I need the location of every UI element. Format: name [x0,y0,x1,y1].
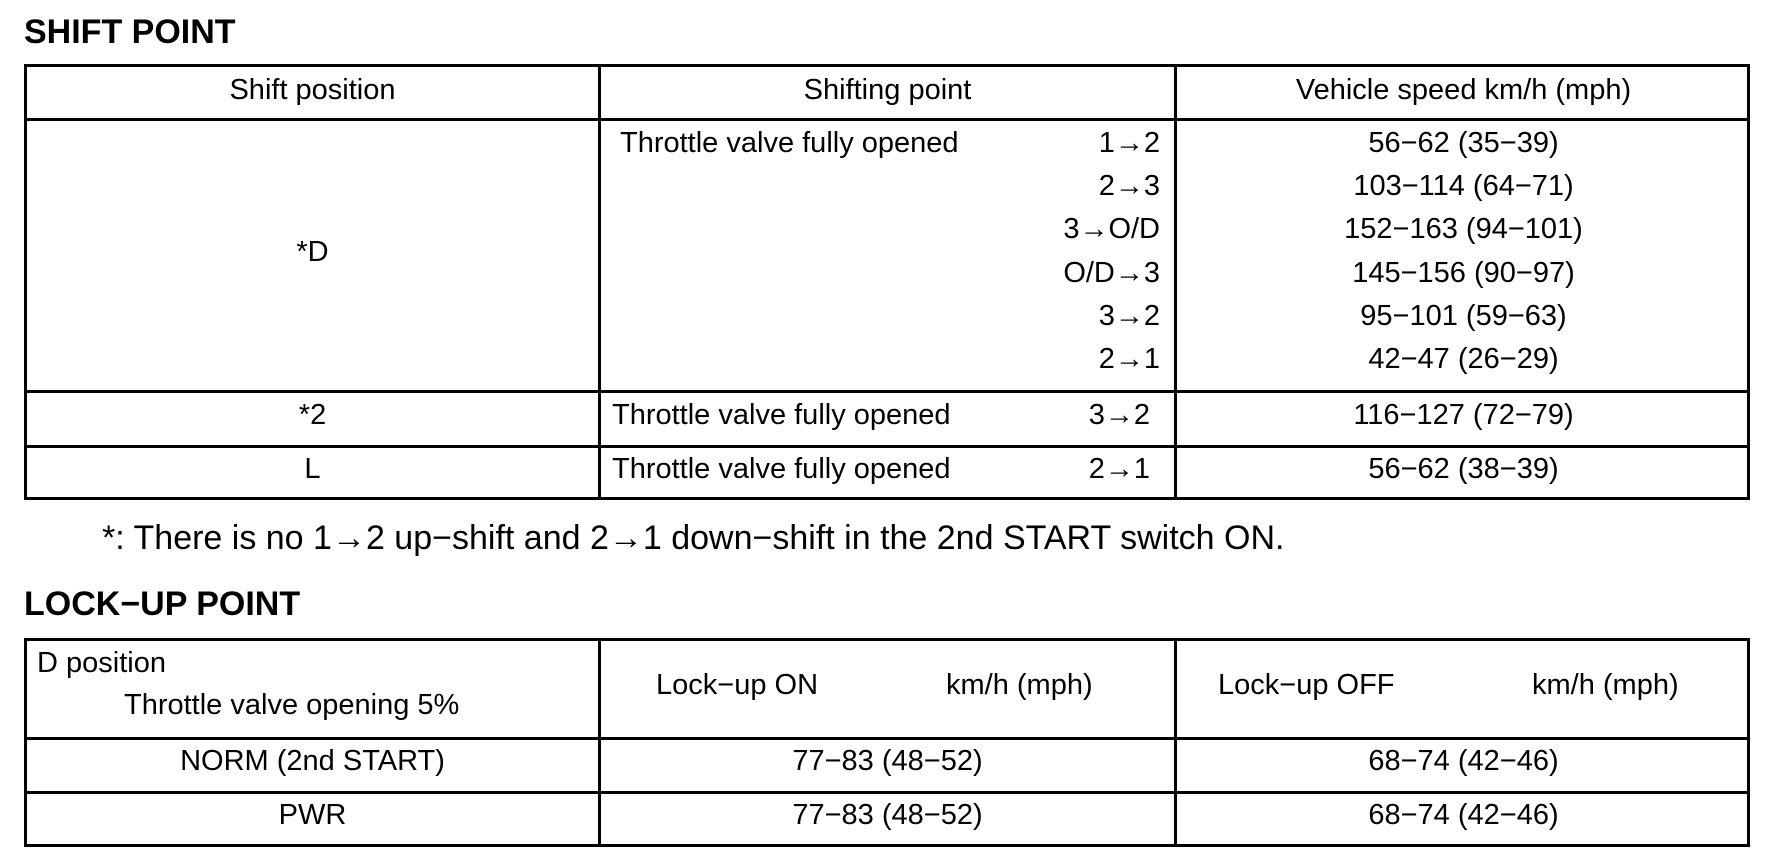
shift-footnote: *: There is no 1→2 up−shift and 2→1 down−shift in the 2nd START switch ON. [102,519,1285,557]
lockup-header-throttle: Throttle valve opening 5% [124,689,460,721]
lockup-off-speed: 68−74 (42−46) [1368,799,1559,831]
lockup-header-off: Lock−up OFF [1218,669,1395,701]
shift-step: 2→1 [1098,343,1160,375]
shift-speed: 145−156 (90−97) [1352,257,1575,289]
lockup-off-speed: 68−74 (42−46) [1368,745,1559,777]
shift-point-title: SHIFT POINT [24,13,236,51]
shift-speed: 95−101 (59−63) [1360,300,1567,332]
column-divider [598,64,601,500]
shift-step: 3→2 [1088,399,1150,431]
lockup-mode: PWR [278,799,347,831]
shift-step: 1→2 [1098,127,1160,159]
lockup-header-on: Lock−up ON [656,669,819,701]
shift-speed: 116−127 (72−79) [1353,399,1574,431]
row-divider [24,791,1750,794]
shift-position-d: *D [296,236,329,268]
lockup-header-off-unit: km/h (mph) [1532,669,1679,701]
lockup-mode: NORM (2nd START) [180,745,445,777]
shift-step: 2→3 [1098,170,1160,202]
shift-position-2: *2 [298,399,327,431]
lockup-header-on-unit: km/h (mph) [946,669,1093,701]
row-divider [24,390,1750,393]
shift-condition-l: Throttle valve fully opened [612,453,951,485]
shift-condition-2: Throttle valve fully opened [612,399,951,431]
shift-step: 3→O/D [1063,213,1160,245]
shift-step: 2→1 [1088,453,1150,485]
lockup-point-title: LOCK−UP POINT [24,585,301,623]
shift-speed: 152−163 (94−101) [1344,213,1583,245]
lockup-header-position: D position [37,647,166,679]
lockup-on-speed: 77−83 (48−52) [792,799,983,831]
header-vehicle-speed: Vehicle speed km/h (mph) [1295,74,1632,106]
shift-position-l: L [304,453,321,485]
row-divider [24,737,1750,740]
shift-speed: 56−62 (35−39) [1368,127,1559,159]
shift-speed: 42−47 (26−29) [1368,343,1559,375]
row-divider [24,118,1750,121]
shift-step: 3→2 [1098,300,1160,332]
shift-condition-d: Throttle valve fully opened [620,127,959,159]
row-divider [24,445,1750,448]
shift-step: O/D→3 [1063,257,1160,289]
lockup-on-speed: 77−83 (48−52) [792,745,983,777]
header-shift-position: Shift position [229,74,396,106]
shift-speed: 56−62 (38−39) [1368,453,1559,485]
header-shifting-point: Shifting point [803,74,972,106]
shift-speed: 103−114 (64−71) [1353,170,1574,202]
